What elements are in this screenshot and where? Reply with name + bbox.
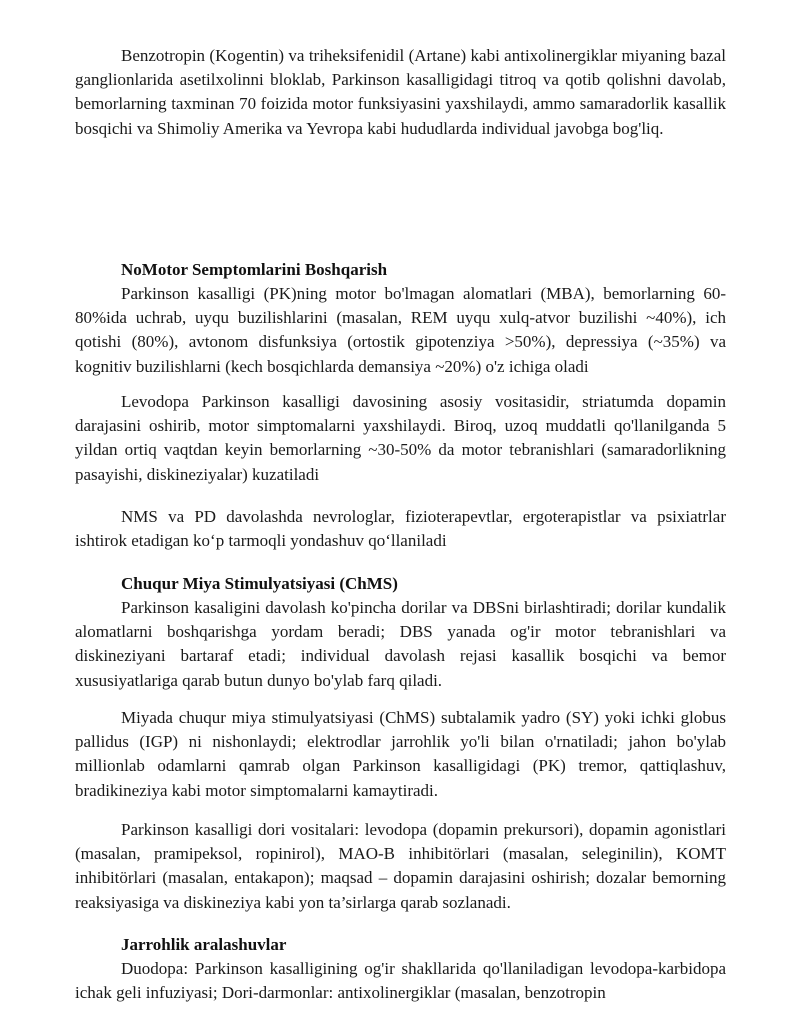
section-heading-nonmotor: NoMotor Semptomlarini Boshqarish bbox=[121, 260, 388, 279]
paragraph-text: Miyada chuqur miya stimulyatsiyasi (ChMS) subtalamik yadro (SY) yoki ichki globus pallidus (IGP) ni nishonlaydi; elektrodlar jarrohlik yo'li bilan o'rnatiladi; jahon bo'ylab millionlab odamlarni qamrab olgan Parkinson kasalligidagi (PK) tremor, qattiqlashuv, bradikineziya kabi motor simptomalarni kamaytiradi. bbox=[75, 708, 726, 800]
paragraph-dbs-targets bbox=[75, 706, 726, 803]
section-heading-dbs: Chuqur Miya Stimulyatsiyasi (ChMS) bbox=[121, 574, 398, 593]
paragraph-multidisciplinary bbox=[75, 505, 726, 553]
paragraph-text: Parkinson kasaligini davolash ko'pincha dorilar va DBSni birlashtiradi; dorilar kundalik alomatlarni boshqarishga yordam beradi; DBS yanada og'ir motor tebranishlari va diskineziyani bartaraf etadi; individual davolash rejasi kasallik bosqichi va bemor xususiyatlariga qarab butun dunyo bo'ylab farq qiladi. bbox=[75, 598, 726, 690]
section-dbs bbox=[75, 572, 726, 693]
paragraph-text: Benzotropin (Kogentin) va triheksifenidil (Artane) kabi antixolinergiklar miyaning bazal ganglionlarida asetilxolinni bloklab, Parkinson kasalligidagi titroq va qotib qolishni davolab, bemorlarning taxminan 70 foizida motor funksiyasini yaxshilaydi, ammo samaradorlik kasallik bosqichi va Shimoliy Amerika va Yevropa kabi hududlarda individual javobga bog'liq. bbox=[75, 46, 726, 138]
paragraph-text: Levodopa Parkinson kasalligi davosining asosiy vositasidir, striatumda dopamin darajasini oshirib, motor simptomalarni yaxshilaydi. Biroq, uzoq muddatli qo'llanilganda 5 yildan ortiq vaqtdan keyin bemorlarning ~30-50% da motor tebranishlari (samaradorlikning pasayishi, diskineziyalar) kuzatiladi bbox=[75, 392, 726, 484]
paragraph-text: NMS va PD davolashda nevrologlar, fizioterapevtlar, ergoterapistlar va psixiatrlar ishtirok etadigan ko‘p tarmoqli yondashuv qo‘llaniladi bbox=[75, 507, 726, 551]
paragraph-medications bbox=[75, 818, 726, 915]
paragraph-text: Parkinson kasalligi dori vositalari: levodopa (dopamin prekursori), dopamin agonistlari (masalan, pramipeksol, ropinirol), MAO-B inhibitörlari (masalan, seleginilin), KOMT inhibitörlari (masalan, entakapon); maqsad – dopamin darajasini oshirish; dozalar bemorning reaksiyasiga va diskineziya kabi yon ta’sirlarga qarab sozlanadi. bbox=[75, 820, 726, 912]
section-heading-surgery: Jarrohlik aralashuvlar bbox=[121, 935, 287, 954]
paragraph-anticholinergics bbox=[75, 44, 726, 141]
section-surgery bbox=[75, 933, 726, 1005]
section-nonmotor bbox=[75, 258, 726, 379]
paragraph-text: Duodopa: Parkinson kasalligining og'ir shakllarida qo'llaniladigan levodopa-karbidopa ichak geli infuziyasi; Dori-darmonlar: antixolinergiklar (masalan, benzotropin bbox=[75, 959, 726, 1003]
paragraph-levodopa bbox=[75, 390, 726, 487]
paragraph-text: Parkinson kasalligi (PK)ning motor bo'lmagan alomatlari (MBA), bemorlarning 60-80%ida uchrab, uyqu buzilishlarini (masalan, REM uyqu xulq-atvor buzilishi ~40%), ich qotishi (80%), avtonom disfunksiya (ortostik gipotenziya >50%), depressiya (~35%) va kognitiv buzilishlarni (kech bosqichlarda demansiya ~20%) o'z ichiga oladi bbox=[75, 284, 726, 376]
